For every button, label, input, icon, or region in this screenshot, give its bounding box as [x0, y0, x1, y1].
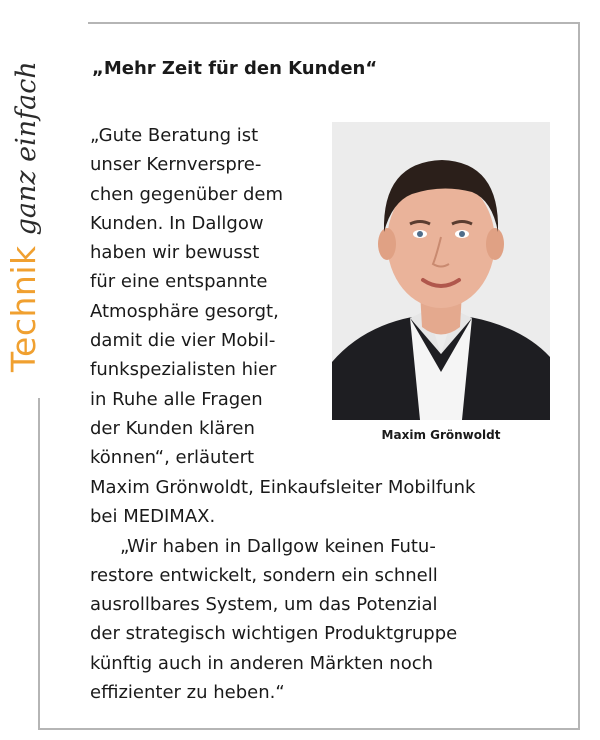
photo-caption: Maxim Grönwoldt [381, 428, 501, 442]
portrait-photo [332, 122, 550, 420]
text-line: damit die vier Mobil- [90, 330, 276, 352]
text-line: der strategisch wichtigen Produktgruppe [90, 623, 458, 645]
text-line: Maxim Grönwoldt, Einkaufsleiter Mobilfunk [90, 477, 476, 498]
text-line: ausrollbares System, um das Potenzial [90, 594, 438, 616]
text-line: Atmosphäre gesorgt, [90, 300, 279, 322]
text-line: der Kunden klären [90, 417, 255, 439]
text-line: „Wir haben in Dallgow keinen Futu- [120, 535, 436, 557]
text-line: können“, erläutert [90, 447, 255, 469]
text-line: in Ruhe alle Fragen [90, 388, 263, 410]
frame-left-border [38, 398, 40, 730]
section-title [4, 12, 54, 372]
text-line: für eine entspannte [90, 271, 268, 293]
article-headline: „Mehr Zeit für den Kunden“ [92, 58, 378, 79]
article-paragraph-2 [90, 473, 550, 707]
article-paragraph-1 [90, 121, 330, 473]
text-line: bei MEDIMAX. [90, 506, 216, 528]
text-line: Kunden. In Dallgow [90, 212, 264, 234]
section-title-technik: Technik [4, 245, 43, 372]
section-title-ganz-einfach: ganz einfach [11, 61, 42, 236]
text-line: chen gegenüber dem [90, 183, 283, 205]
text-line: künftig auch in anderen Märkten noch [90, 652, 434, 674]
text-line: restore entwickelt, sondern ein schnell [90, 564, 438, 586]
text-line: unser Kernverspre- [90, 154, 262, 176]
portrait-illustration [332, 122, 550, 420]
text-line: „Gute Beratung ist [90, 125, 259, 146]
text-line: effizienter zu heben.“ [90, 682, 285, 704]
text-line: funkspezialisten hier [90, 359, 277, 381]
text-line: haben wir bewusst [90, 242, 260, 264]
